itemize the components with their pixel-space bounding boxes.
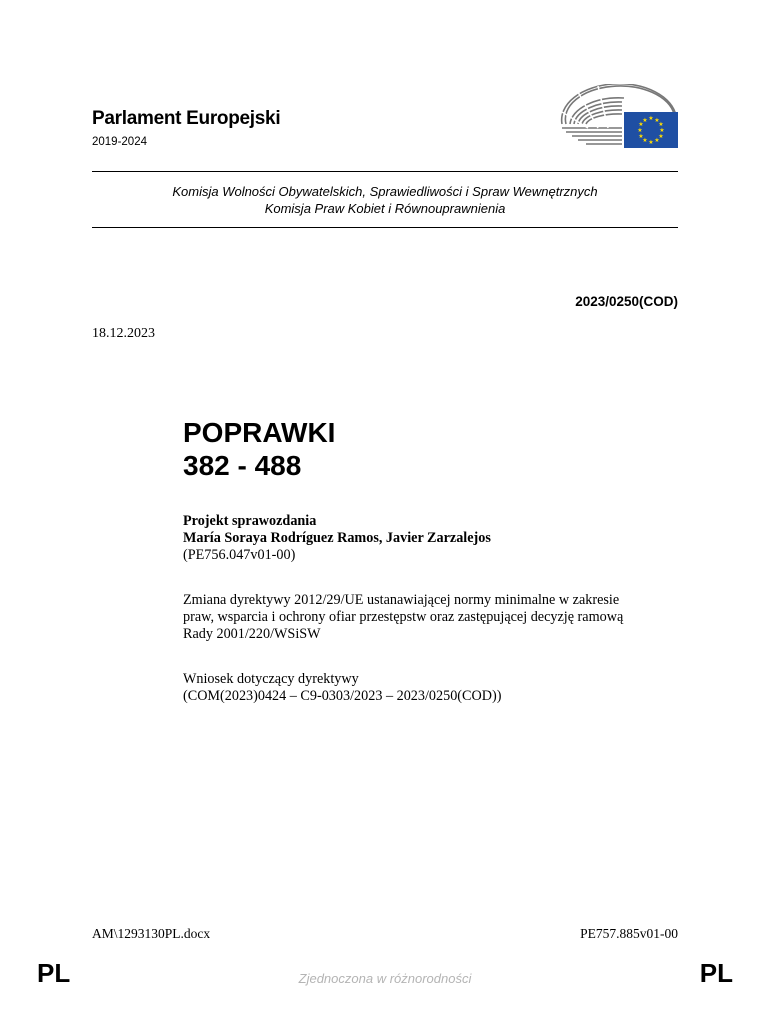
document-type-title: POPRAWKI [183, 417, 336, 448]
subject-line: Rady 2001/220/WSiSW [183, 626, 321, 642]
european-parliament-logo [558, 84, 680, 150]
svg-text:★: ★ [638, 121, 644, 128]
svg-text:★: ★ [658, 133, 664, 140]
svg-text:★: ★ [659, 127, 665, 134]
svg-text:★: ★ [648, 115, 654, 122]
eu-motto: Zjednoczona w różnorodności [298, 971, 472, 986]
language-code-left: PL [37, 958, 71, 988]
footer-pe-number: PE757.885v01-00 [580, 926, 678, 941]
committee-name: Komisja Wolności Obywatelskich, Sprawiedliwości i Spraw Wewnętrznych [172, 184, 598, 199]
language-code-right: PL [699, 958, 733, 988]
header-divider [92, 171, 678, 172]
svg-text:★: ★ [638, 133, 644, 140]
subject-line: Zmiana dyrektywy 2012/29/UE ustanawiającej normy minimalne w zakresie [183, 592, 620, 608]
committee-divider [92, 227, 678, 228]
svg-text:★: ★ [658, 121, 664, 128]
amendment-range: 382 - 488 [183, 450, 302, 481]
committee-name: Komisja Praw Kobiet i Równouprawnienia [264, 201, 506, 216]
proposal-label: Wniosek dotyczący dyrektywy [183, 671, 359, 687]
footer-file-name: AM\1293130PL.docx [92, 926, 211, 941]
proposal-reference: (COM(2023)0424 – C9-0303/2023 – 2023/0250(COD)) [183, 688, 502, 704]
draft-report-reference: (PE756.047v01-00) [183, 547, 296, 563]
svg-text:★: ★ [642, 137, 648, 144]
procedure-number: 2023/0250(COD) [575, 294, 678, 309]
svg-text:★: ★ [642, 117, 648, 124]
subject-line: praw, wsparcia i ochrony ofiar przestępstw oraz zastępującej decyzję ramową [183, 609, 624, 625]
svg-text:★: ★ [654, 137, 660, 144]
svg-text:★: ★ [637, 127, 643, 134]
document-date: 18.12.2023 [92, 326, 155, 341]
svg-text:★: ★ [648, 139, 654, 146]
svg-text:★: ★ [654, 117, 660, 124]
draft-report-label: Projekt sprawozdania [183, 513, 317, 529]
organization-name: Parlament Europejski [92, 108, 281, 129]
rapporteurs: María Soraya Rodríguez Ramos, Javier Zarzalejos [183, 530, 491, 546]
parliamentary-term: 2019-2024 [92, 136, 147, 148]
